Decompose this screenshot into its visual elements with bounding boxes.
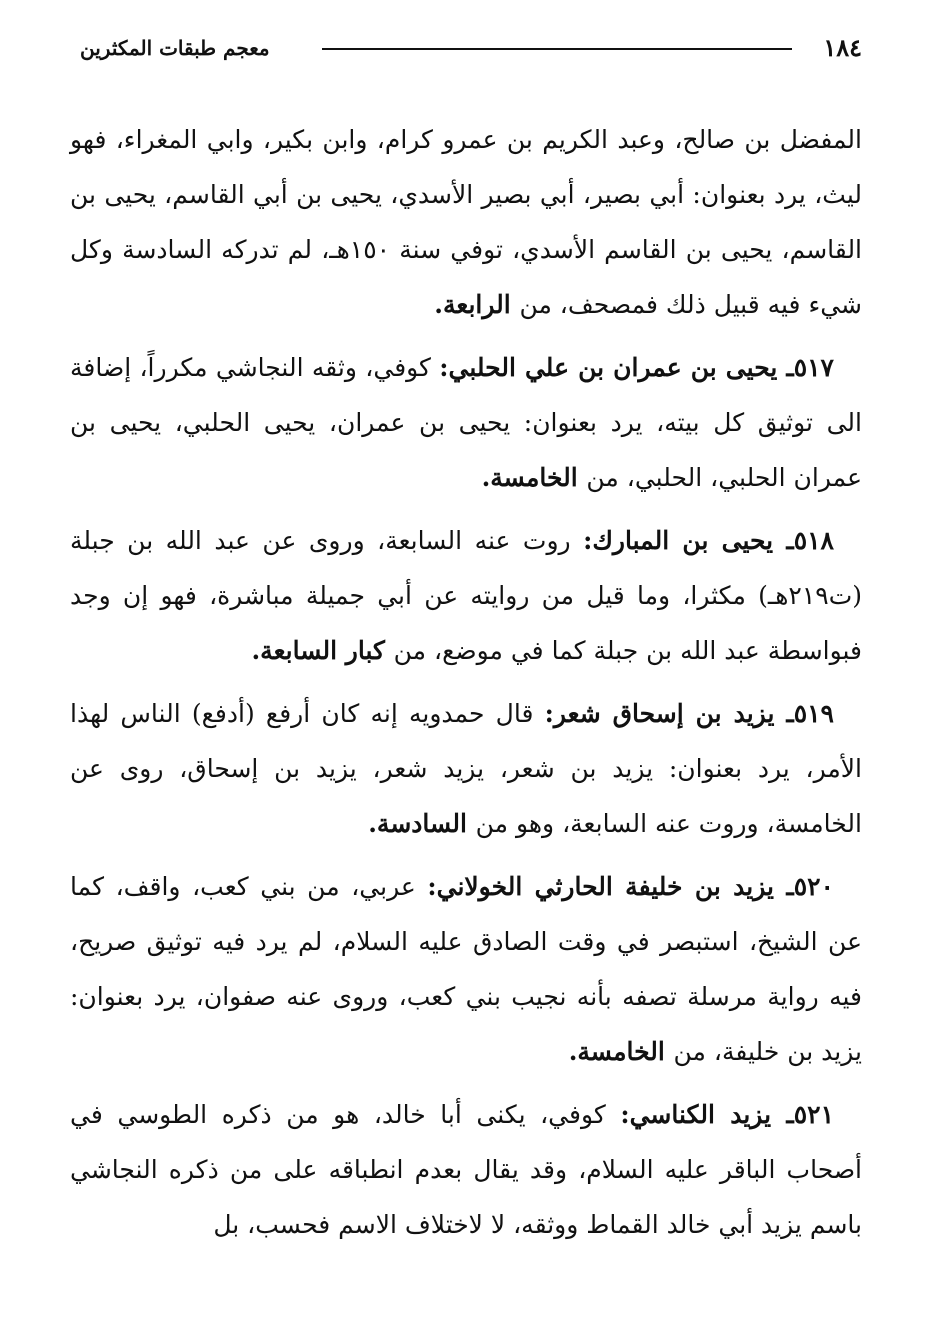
entry-heading: ٥١٩ـ يزيد بن إسحاق شعر: [544, 699, 834, 728]
entry-519 [70, 686, 862, 851]
entry-517 [70, 340, 862, 505]
paragraph-continuation [70, 112, 862, 332]
entry-521 [70, 1087, 862, 1252]
entry-heading: ٥٢٠ـ يزيد بن خليفة الحارثي الخولاني: [427, 872, 834, 901]
entry-text: قال حمدويه إنه كان أرفع (أدفع) الناس لهذا الأمر، يرد بعنوان: يزيد بن شعر، يزيد شعر، يزيد بن إسحاق، روى عن الخامسة، وروت عنه السابعة، وهو من [70, 699, 862, 838]
header-rule [322, 48, 792, 50]
entry-tail: الخامسة. [481, 463, 587, 492]
entry-text: عربي، من بني كعب، واقف، كما عن الشيخ، استبصر في وقت الصادق عليه السلام، لم يرد فيه توثيق صريح، فيه رواية مرسلة تصفه بأنه نجيب بني كعب، وروى عنه صفوان، يرد بعنوان: يزيد بن خليفة، من [70, 872, 862, 1066]
page-header [72, 30, 862, 70]
paragraph-tail: الرابعة. [434, 290, 520, 319]
entry-520 [70, 859, 862, 1079]
entry-518 [70, 513, 862, 678]
entry-heading: ٥١٧ـ يحيى بن عمران بن علي الحلبي: [439, 353, 834, 382]
page-number: ١٨٤ [823, 33, 862, 62]
entry-text: روت عنه السابعة، وروى عن عبد الله بن جبلة (ت٢١٩هـ) مكثرا، وما قيل من روايته عن أبي جميلة مباشرة، فهو إن وجد فبواسطة عبد الله بن جبلة كما في موضع، من [70, 526, 862, 665]
body-text [70, 112, 862, 1260]
entry-text: كوفي، يكنى أبا خالد، هو من ذكره الطوسي في أصحاب الباقر عليه السلام، وقد يقال بعدم انطباقه على من ذكره النجاشي باسم يزيد أبي خالد القماط ووثقه، لا لاختلاف الاسم فحسب، بل [70, 1100, 862, 1239]
paragraph-text: المفضل بن صالح، وعبد الكريم بن عمرو كرام، وابن بكير، وابي المغراء، فهو ليث، يرد بعنوان: أبي بصير، أبي بصير الأسدي، يحيى بن أبي القاسم، يحيى بن القاسم، يحيى بن القاسم الأسدي، توفي سنة ١٥٠هـ، لم تدركه السادسة وكل شيء فيه قبيل ذلك فمصحف، من [70, 125, 863, 319]
entry-heading: ٥١٨ـ يحيى بن المبارك: [583, 526, 834, 555]
entry-tail: كبار السابعة. [251, 636, 394, 665]
entry-text: كوفي، وثقه النجاشي مكرراً، إضافة الى توثيق كل بيته، يرد بعنوان: يحيى بن عمران، يحيى الحلبي، يحيى بن عمران الحلبي، الحلبي، من [70, 353, 862, 492]
entry-tail: السادسة. [368, 809, 476, 838]
entry-heading: ٥٢١ـ يزيد الكناسي: [620, 1100, 835, 1129]
running-title: معجم طبقات المكثرين [80, 36, 270, 60]
entry-tail: الخامسة. [568, 1037, 674, 1066]
